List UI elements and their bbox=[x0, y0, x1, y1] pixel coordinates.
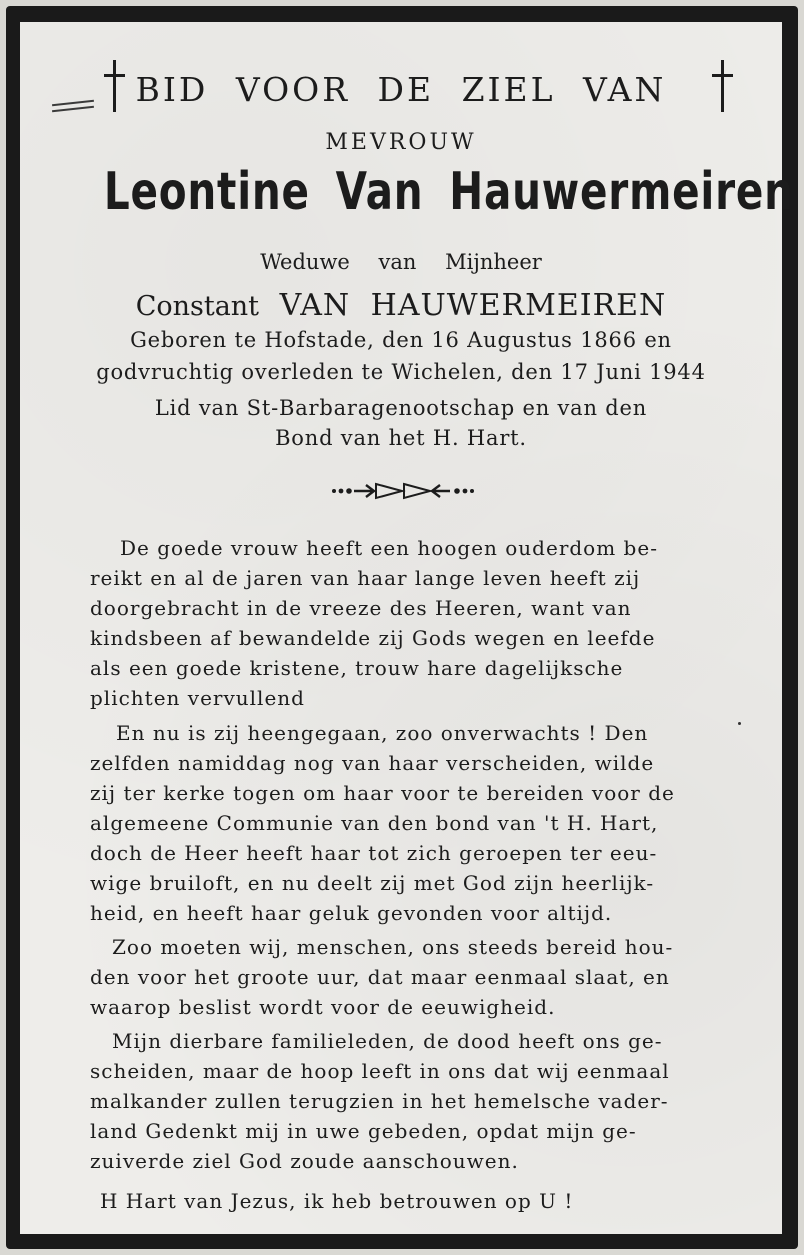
husband-last-name: VAN HAUWERMEIREN bbox=[279, 288, 667, 323]
body-line: plichten vervullend bbox=[90, 686, 305, 710]
birth-line: Geboren te Hofstade, den 16 Augustus 1866 en bbox=[130, 328, 672, 352]
body-line: doorgebracht in de vreeze des Heeren, want van bbox=[90, 596, 632, 620]
body-line: zij ter kerke togen om haar voor te bereiden voor de bbox=[90, 781, 675, 805]
membership-line: Bond van het H. Hart. bbox=[275, 426, 527, 450]
ornament-divider-icon bbox=[330, 480, 476, 502]
body-line: den voor het groote uur, dat maar eenmaal slaat, en bbox=[90, 965, 670, 989]
husband-first-name: Constant bbox=[135, 291, 260, 322]
closing-prayer: H Hart van Jezus, ik heb betrouwen op U ! bbox=[100, 1189, 574, 1213]
widow-line: Weduwe van Mijnheer bbox=[260, 250, 542, 274]
husband-name bbox=[20, 288, 782, 323]
body-line: De goede vrouw heeft een hoogen ouderdom be- bbox=[120, 536, 658, 560]
body-line: zelfden namiddag nog van haar verscheiden, wilde bbox=[90, 751, 655, 775]
body-line: En nu is zij heengegaan, zoo onverwachts ! Den bbox=[116, 721, 649, 745]
membership-line: Lid van St-Barbaragenootschap en van den bbox=[154, 396, 648, 420]
body-line: waarop beslist wordt voor de eeuwigheid. bbox=[90, 995, 556, 1019]
body-line: malkander zullen terugzien in het hemelsche vader- bbox=[90, 1089, 669, 1113]
speck bbox=[738, 722, 741, 725]
body-line: wige bruiloft, en nu deelt zij met God zijn heerlijk- bbox=[90, 871, 655, 895]
body-line: scheiden, maar de hoop leeft in ons dat wij eenmaal bbox=[90, 1059, 670, 1083]
card-paper bbox=[20, 22, 794, 1234]
body-line: kindsbeen af bewandelde zij Gods wegen en leefde bbox=[90, 626, 656, 650]
body-line: reikt en al de jaren van haar lange leven heeft zij bbox=[90, 566, 641, 590]
body-line: zuiverde ziel God zoude aanschouwen. bbox=[90, 1149, 519, 1173]
death-line: godvruchtig overleden te Wichelen, den 17 Juni 1944 bbox=[96, 360, 706, 384]
body-line: als een goede kristene, trouw hare dagelijksche bbox=[90, 656, 624, 680]
body-line: doch de Heer heeft haar tot zich geroepen ter eeu- bbox=[90, 841, 658, 865]
body-line: algemeene Communie van den bond van 't H. Hart, bbox=[90, 811, 659, 835]
body-line: Zoo moeten wij, menschen, ons steeds bereid hou- bbox=[112, 935, 674, 959]
prayer-heading: BID VOOR DE ZIEL VAN bbox=[135, 70, 667, 109]
body-line: heid, en heeft haar geluk gevonden voor altijd. bbox=[90, 901, 613, 925]
title-mevrouw: MEVROUW bbox=[325, 130, 477, 155]
body-line: Mijn dierbare familieleden, de dood heeft ons ge- bbox=[112, 1029, 663, 1053]
deceased-name: Leontine Van Hauwermeiren bbox=[103, 162, 794, 222]
body-line: land Gedenkt mij in uwe gebeden, opdat mijn ge- bbox=[90, 1119, 637, 1143]
